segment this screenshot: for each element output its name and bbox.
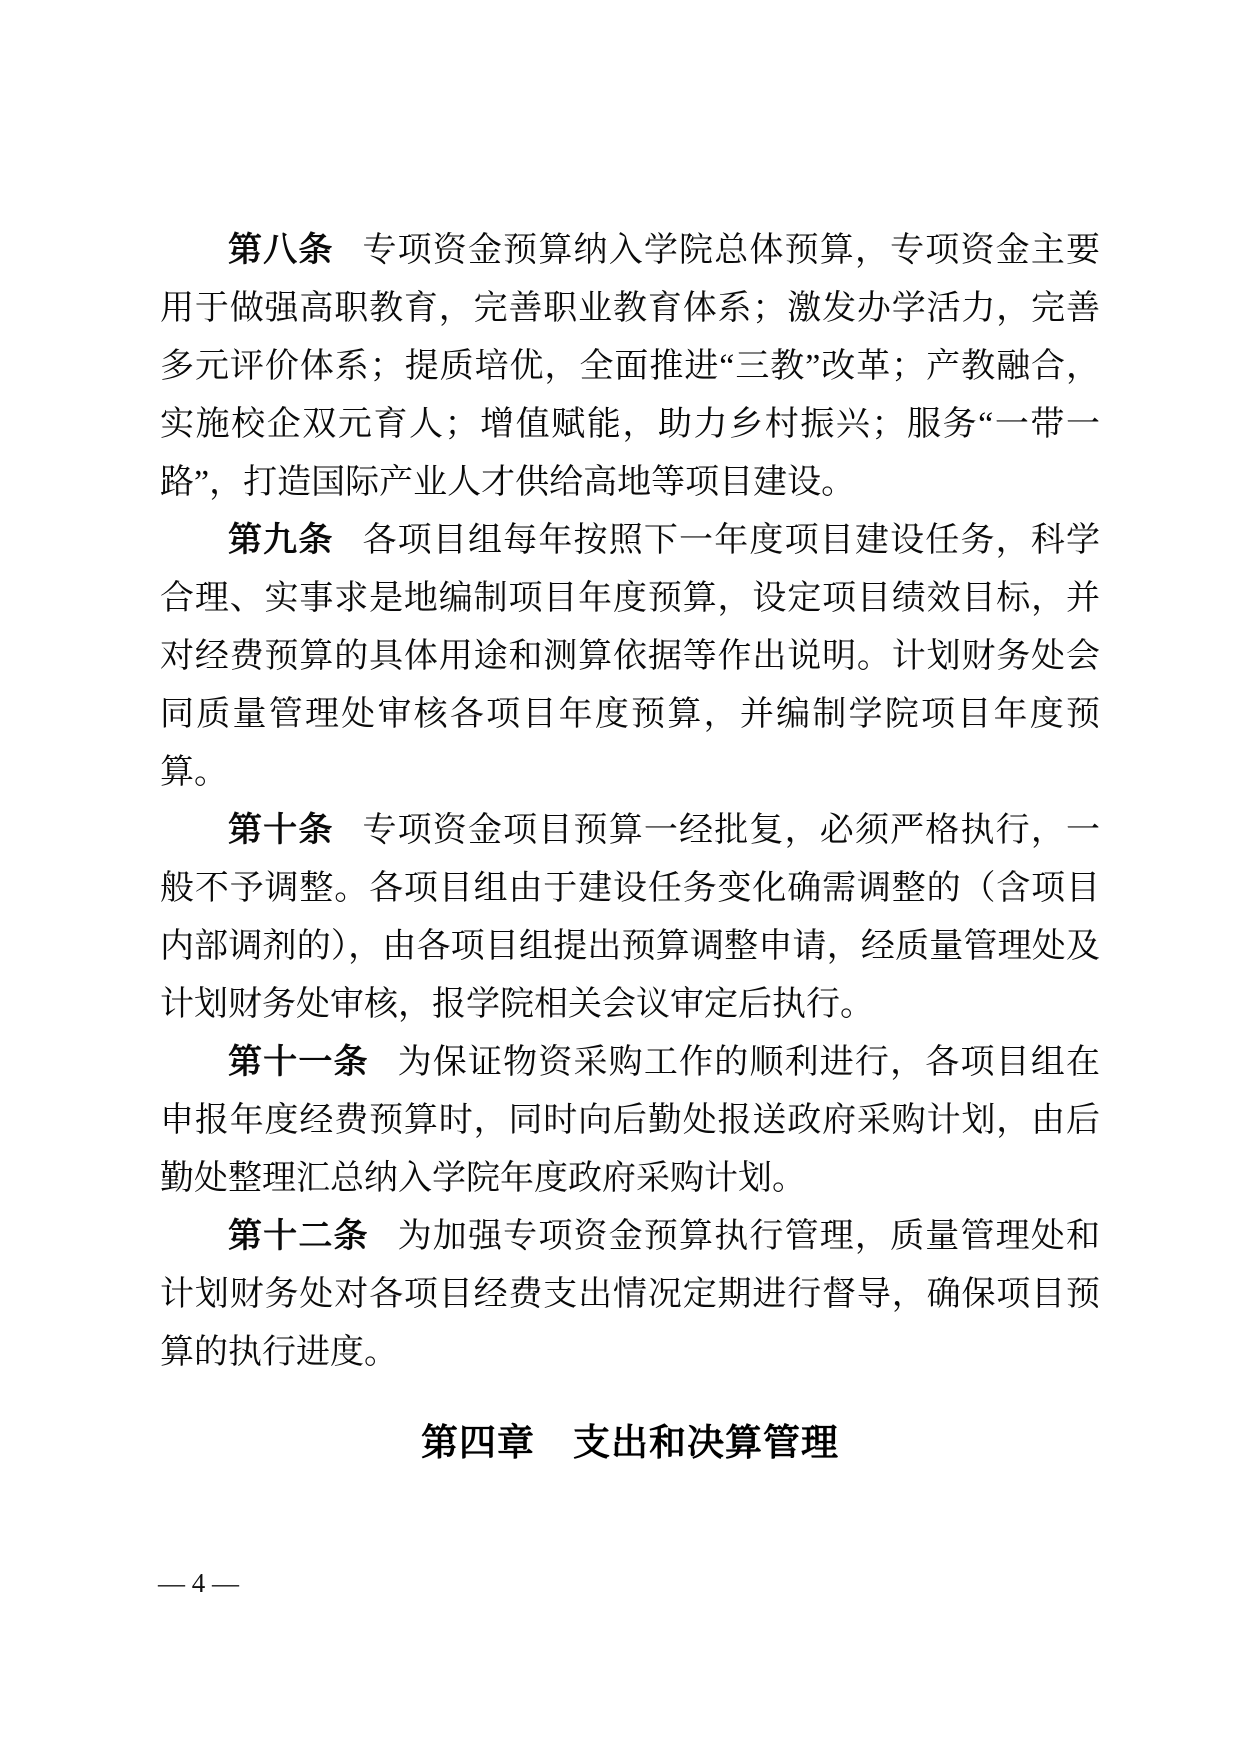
article-10-text: 专项资金项目预算一经批复，必须严格执行，一般不予调整。各项目组由于建设任务变化确需调整的（含项目内部调剂的），由各项目组提出预算调整申请，经质量管理处及计划财务处审核，报学院相关会议审定后执行。 [160,812,1101,1023]
article-paragraph-8 [160,222,1100,512]
article-8-label: 第八条 [228,232,334,269]
page-footer [158,1566,239,1600]
article-10-label: 第十条 [228,812,334,849]
article-9-label: 第九条 [228,522,334,559]
article-paragraph-12 [160,1208,1100,1382]
page-number: — 4 — [158,1568,239,1598]
article-9-text: 各项目组每年按照下一年度项目建设任务，科学合理、实事求是地编制项目年度预算，设定项目绩效目标，并对经费预算的具体用途和测算依据等作出说明。计划财务处会同质量管理处审核各项目年度预算，并编制学院项目年度预算。 [160,522,1101,791]
article-paragraph-11 [160,1034,1100,1208]
article-12-label: 第十二条 [228,1218,369,1255]
article-11-label: 第十一条 [228,1044,369,1081]
chapter-heading: 第四章 支出和决算管理 [421,1422,839,1463]
article-8-text: 专项资金预算纳入学院总体预算，专项资金主要用于做强高职教育，完善职业教育体系；激发办学活力，完善多元评价体系；提质培优，全面推进“三教”改革；产教融合，实施校企双元育人；增值赋能，助力乡村振兴；服务“一带一路”，打造国际产业人才供给高地等项目建设。 [160,232,1101,501]
article-paragraph-9 [160,512,1100,802]
article-11-text: 为保证物资采购工作的顺利进行，各项目组在申报年度经费预算时，同时向后勤处报送政府采购计划，由后勤处整理汇总纳入学院年度政府采购计划。 [160,1044,1101,1197]
article-paragraph-10 [160,802,1100,1034]
document-body [160,222,1100,1472]
article-12-text: 为加强专项资金预算执行管理，质量管理处和计划财务处对各项目经费支出情况定期进行督导，确保项目预算的执行进度。 [160,1218,1101,1371]
